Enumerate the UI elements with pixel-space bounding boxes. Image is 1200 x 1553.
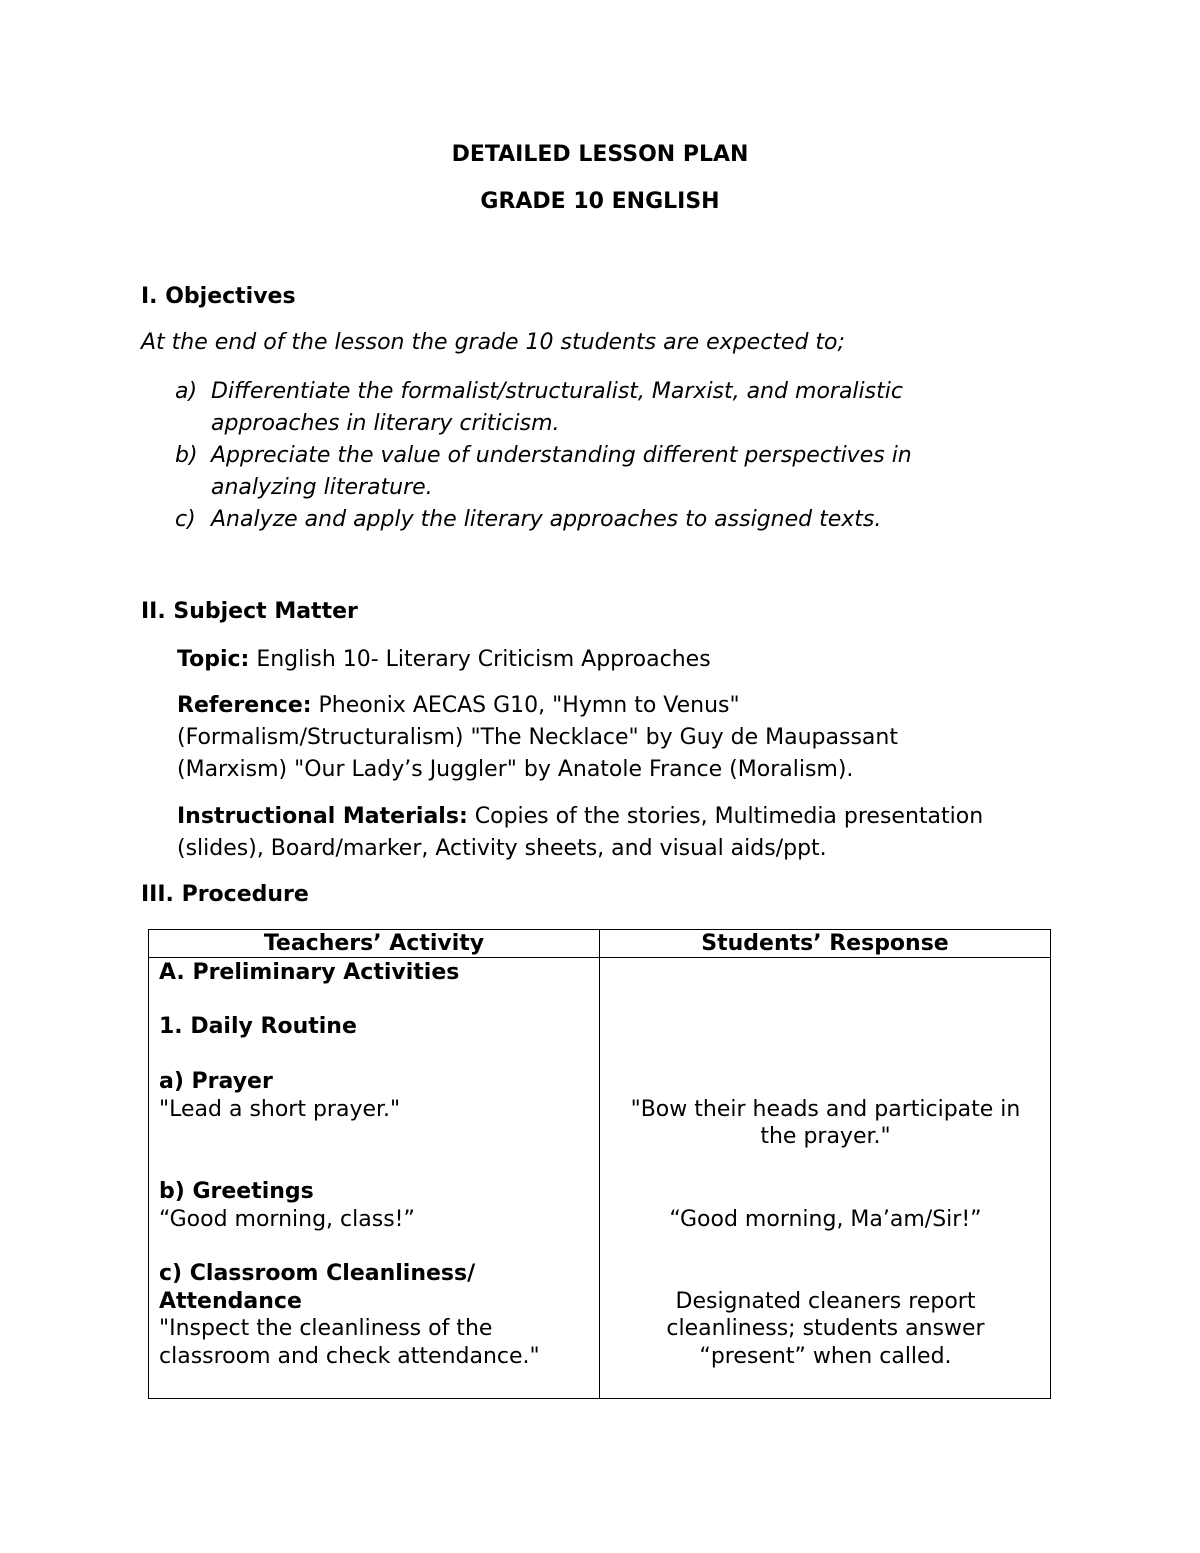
objective-item: [175, 376, 995, 440]
prayer-heading: a) Prayer: [159, 1069, 273, 1094]
table-header-row: [149, 930, 1051, 958]
reference-paragraph: [177, 690, 1057, 786]
greetings-heading: b) Greetings: [159, 1179, 314, 1204]
attendance-heading: Attendance: [159, 1289, 302, 1314]
cleanliness-response-line: Designated cleaners report: [675, 1289, 976, 1314]
column-header-students: Students’ Response: [599, 930, 1050, 958]
greetings-response: “Good morning, Ma’am/Sir!”: [669, 1207, 982, 1232]
materials-line: Copies of the stories, Multimedia presentation: [467, 804, 984, 829]
cleanliness-instruction-line: "Inspect the cleanliness of the: [159, 1316, 493, 1341]
objective-item: [175, 440, 995, 504]
table-row: [149, 958, 1051, 1399]
objectives-intro: At the end of the lesson the grade 10 students are expected to;: [141, 330, 845, 355]
objective-text-line: Appreciate the value of understanding different perspectives in: [211, 443, 912, 468]
reference-line: (Formalism/Structuralism) "The Necklace" by Guy de Maupassant: [177, 725, 898, 750]
document-subtitle: GRADE 10 ENGLISH: [480, 189, 720, 214]
reference-line: Pheonix AECAS G10, "Hymn to Venus": [311, 693, 740, 718]
objective-marker: c): [175, 507, 196, 532]
objectives-list: [175, 376, 995, 536]
objective-marker: a): [175, 379, 198, 404]
objective-item: [175, 504, 995, 536]
topic-value: English 10- Literary Criticism Approaches: [249, 647, 711, 672]
objectives-heading: I. Objectives: [141, 284, 296, 309]
students-response-cell: [599, 958, 1050, 1399]
procedure-table: [148, 929, 1051, 1399]
topic-label: Topic:: [177, 647, 250, 672]
objective-text-line: approaches in literary criticism.: [211, 411, 560, 436]
reference-line: (Marxism) "Our Lady’s Juggler" by Anatole France (Moralism).: [177, 757, 854, 782]
procedure-heading: III. Procedure: [141, 882, 309, 907]
objective-text-line: Analyze and apply the literary approaches to assigned texts.: [211, 507, 882, 532]
materials-paragraph: [177, 801, 1057, 865]
prayer-instruction: "Lead a short prayer.": [159, 1097, 401, 1122]
daily-routine-heading: 1. Daily Routine: [159, 1014, 357, 1039]
preliminary-activities-heading: A. Preliminary Activities: [159, 960, 460, 985]
prayer-response-line: the prayer.": [760, 1124, 891, 1149]
document-title: DETAILED LESSON PLAN: [451, 142, 749, 167]
subject-matter-heading: II. Subject Matter: [141, 599, 358, 624]
materials-line: (slides), Board/marker, Activity sheets, and visual aids/ppt.: [177, 836, 827, 861]
objective-text-line: Differentiate the formalist/structuralist, Marxist, and moralistic: [211, 379, 903, 404]
objective-text-line: analyzing literature.: [211, 475, 433, 500]
prayer-response-line: "Bow their heads and participate in: [630, 1097, 1021, 1122]
greetings-instruction: “Good morning, class!”: [159, 1207, 415, 1232]
reference-label: Reference:: [177, 693, 312, 718]
cleanliness-instruction-line: classroom and check attendance.": [159, 1344, 540, 1369]
cleanliness-response-line: “present” when called.: [699, 1344, 952, 1369]
cleanliness-response-line: cleanliness; students answer: [666, 1316, 985, 1341]
materials-label: Instructional Materials:: [177, 804, 468, 829]
objective-marker: b): [175, 443, 198, 468]
topic-paragraph: [177, 644, 1057, 676]
teachers-activity-cell: [149, 958, 600, 1399]
column-header-teachers: Teachers’ Activity: [149, 930, 600, 958]
cleanliness-heading: c) Classroom Cleanliness/: [159, 1261, 476, 1286]
